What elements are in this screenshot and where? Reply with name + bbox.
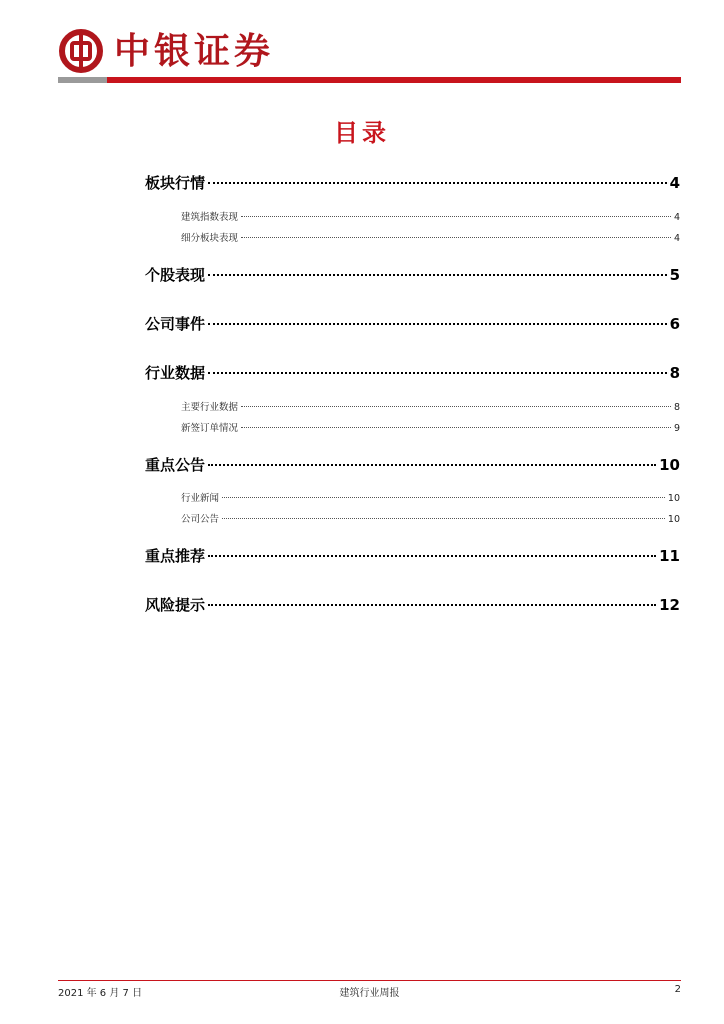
toc-entry[interactable] <box>145 264 680 285</box>
dot-leader <box>208 464 656 466</box>
toc-entry[interactable] <box>145 594 680 615</box>
toc-subentry-page: 4 <box>673 212 680 223</box>
toc-entry[interactable] <box>145 313 680 334</box>
toc-entry-label: 重点公告 <box>145 456 206 474</box>
brand-logo <box>58 28 274 74</box>
dot-leader <box>241 237 671 238</box>
bank-of-china-logo-icon <box>58 28 104 74</box>
toc-entry-label: 板块行情 <box>145 174 206 192</box>
toc-entry-label: 行业数据 <box>145 364 206 382</box>
toc-subentry-page: 10 <box>667 514 680 525</box>
toc-subentry-label: 行业新闻 <box>181 493 220 504</box>
toc-entry-label: 公司事件 <box>145 315 206 333</box>
toc-entry-page: 12 <box>659 596 680 614</box>
toc-subentry[interactable] <box>181 511 680 525</box>
toc-entry[interactable] <box>145 545 680 566</box>
toc-subentry[interactable] <box>181 399 680 413</box>
toc-entry[interactable] <box>145 454 680 475</box>
header-rule-gray <box>58 77 107 83</box>
dot-leader <box>241 216 671 217</box>
toc-entry[interactable] <box>145 172 680 193</box>
toc-entry-page: 4 <box>669 174 680 192</box>
toc-entry-label: 个股表现 <box>145 266 206 284</box>
toc-entry-page: 10 <box>659 456 680 474</box>
toc-entry-page: 5 <box>669 266 680 284</box>
toc-subentry-page: 9 <box>673 423 680 434</box>
toc-entry-label: 重点推荐 <box>145 547 206 565</box>
dot-leader <box>241 406 671 407</box>
dot-leader <box>208 323 667 325</box>
toc-subentry-label: 主要行业数据 <box>181 402 239 413</box>
toc-subentry-label: 建筑指数表现 <box>181 212 239 223</box>
dot-leader <box>208 372 667 374</box>
footer-rule <box>58 980 681 981</box>
footer-page-number: 2 <box>674 984 681 995</box>
dot-leader <box>208 274 667 276</box>
toc-entry[interactable] <box>145 362 680 383</box>
toc-entry-page: 8 <box>669 364 680 382</box>
toc-subentry-page: 8 <box>673 402 680 413</box>
dot-leader <box>208 555 656 557</box>
dot-leader <box>241 427 671 428</box>
footer-date: 2021 年 6 月 7 日 <box>58 988 143 999</box>
toc-subentry[interactable] <box>181 490 680 504</box>
dot-leader <box>222 497 665 498</box>
toc-subentry-page: 4 <box>673 233 680 244</box>
dot-leader <box>222 518 665 519</box>
dot-leader <box>208 182 667 184</box>
toc-subentry-label: 公司公告 <box>181 514 220 525</box>
toc-entry-label: 风险提示 <box>145 596 206 614</box>
toc-subentry-label: 细分板块表现 <box>181 233 239 244</box>
toc-entry-page: 6 <box>669 315 680 333</box>
toc-title: 目录 <box>334 119 390 147</box>
dot-leader <box>208 604 656 606</box>
toc-subentry[interactable] <box>181 209 680 223</box>
toc-subentry-label: 新签订单情况 <box>181 423 239 434</box>
header-rule-red <box>107 77 681 83</box>
header-rule <box>58 77 681 83</box>
toc-subentry[interactable] <box>181 420 680 434</box>
brand-name: 中银证券 <box>114 30 275 72</box>
toc-entry-page: 11 <box>659 547 680 565</box>
toc-subentry-page: 10 <box>667 493 680 504</box>
toc-subentry[interactable] <box>181 230 680 244</box>
footer-report-title: 建筑行业周报 <box>339 988 400 999</box>
